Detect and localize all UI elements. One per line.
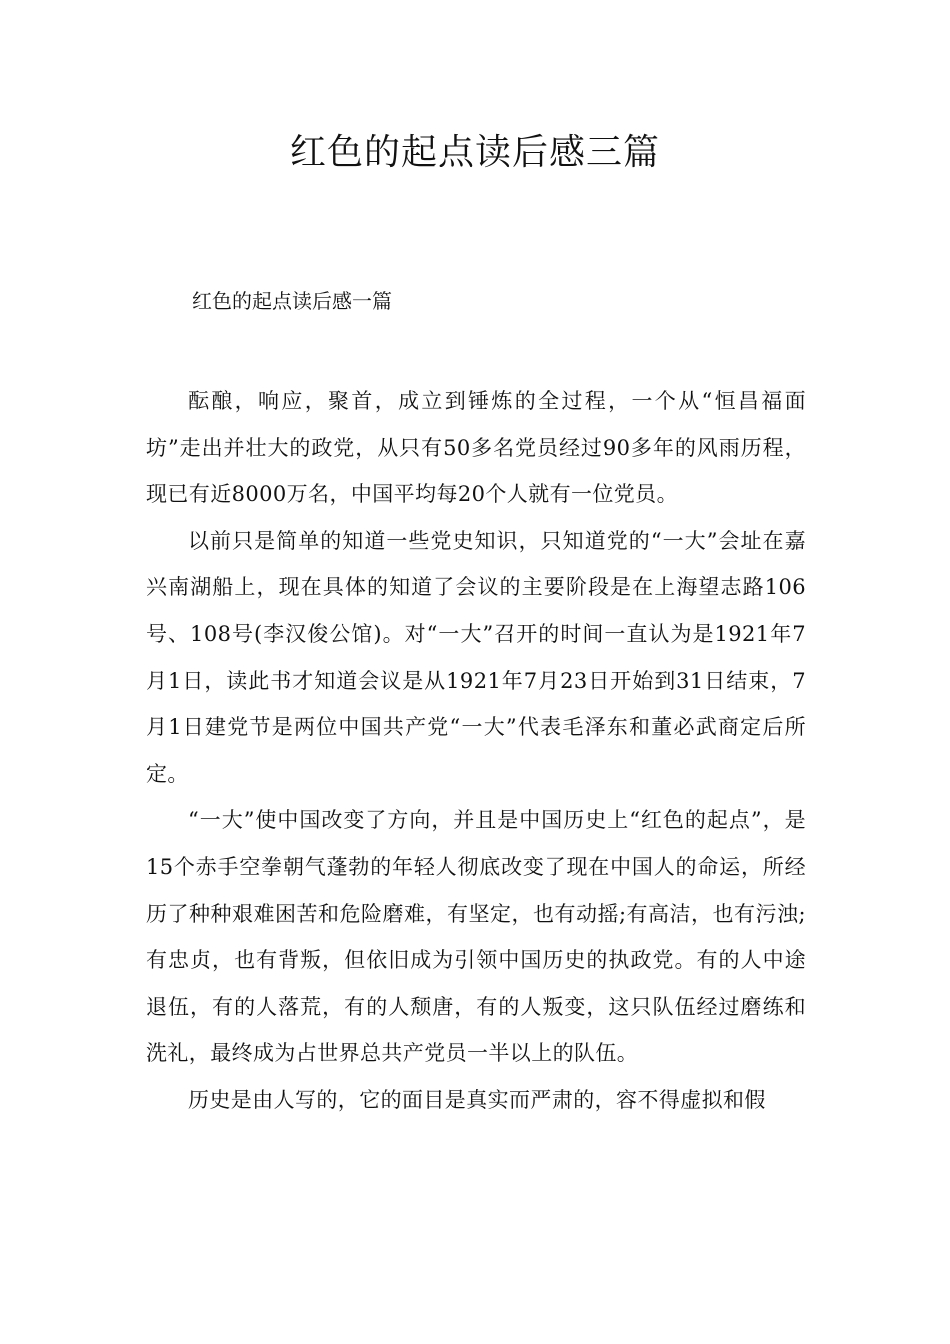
document-title: 红色的起点读后感三篇: [289, 132, 660, 173]
section-heading: 红色的起点读后感一篇: [192, 289, 392, 313]
paragraph-2: 以前只是简单的知道一些党史知识，只知道党的“一大”会址在嘉兴南湖船上，现在具体的知道了会议的主要阶段是在上海望志路106号、108号(李汉俊公馆)。对“一大”召开的时间一直认为是1921年7月1日，读此书才知道会议是从1921年7月23日开始到31日结束，7月1日建党节是两位中国共产党“一大”代表毛泽东和董必武商定后所定。: [146, 528, 806, 786]
paragraph-4: 历史是由人写的，它的面目是真实而严肃的，容不得虚拟和假: [188, 1087, 766, 1112]
paragraph-3: “一大”使中国改变了方向，并且是中国历史上“红色的起点”，是15个赤手空拳朝气蓬勃的年轻人彻底改变了现在中国人的命运，所经历了种种艰难困苦和危险磨难，有坚定，也有动摇;有高洁，也有污浊;有忠贞，也有背叛，但依旧成为引领中国历史的执政党。有的人中途退伍，有的人落荒，有的人颓唐，有的人叛变，这只队伍经过磨练和洗礼，最终成为占世界总共产党员一半以上的队伍。: [146, 808, 806, 1066]
body-text: [146, 378, 806, 1124]
paragraph-1: 酝酿，响应，聚首，成立到锤炼的全过程，一个从“恒昌福面坊”走出并壮大的政党，从只有50多名党员经过90多年的风雨历程，现已有近8000万名，中国平均每20个人就有一位党员。: [146, 389, 806, 507]
